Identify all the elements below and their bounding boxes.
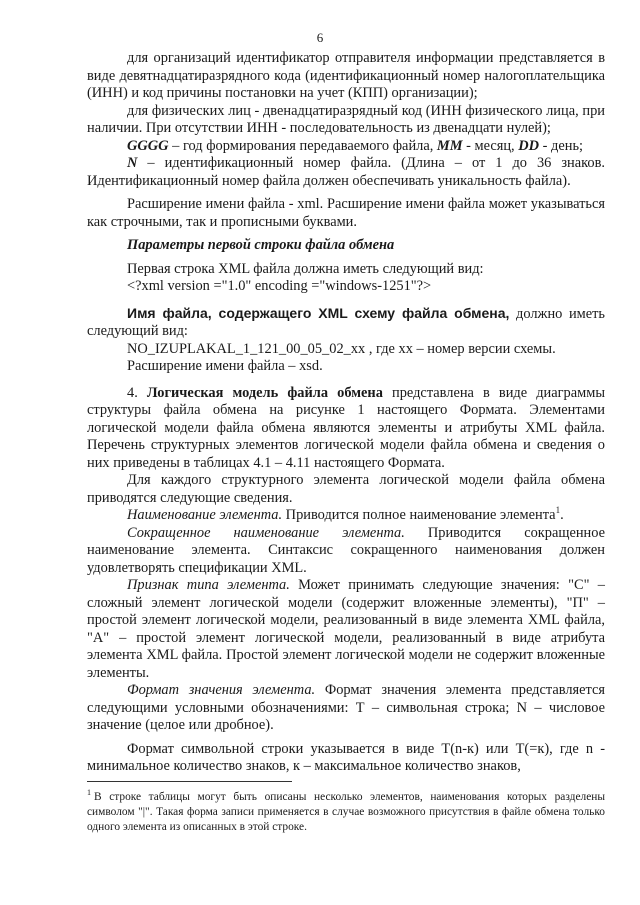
value-format-label: Формат значения элемента. (127, 682, 316, 698)
dd-desc: - день; (539, 137, 584, 154)
paragraph-organizations: для организаций идентификатор отправителя информации представляется в виде девятнадцатиразрядного кода (идентификационный номер налогоплательщика (ИНН) и код причины постановки на учет (КПП) организации); (87, 50, 605, 101)
logical-model-text: представлена в виде диаграммы структуры файла обмена на рисунке 1 настоящего Формата. Элементами логической модели файла обмена являются элементы и атрибуты XML файла. Перечень структурных элементов логической модели файла обмена и сведения о них приведены в таблицах 4.1 – 4.11 настоящего Формата. (87, 384, 605, 471)
document-body (87, 50, 605, 776)
paragraph-element-type (87, 577, 605, 682)
footnote (87, 790, 605, 835)
element-name-end: . (560, 507, 564, 523)
paragraph-xml-declaration: <?xml version ="1.0" encoding ="windows-1251"?> (127, 278, 432, 294)
paragraph-schema-name (87, 305, 605, 341)
footnote-separator (87, 781, 292, 782)
paragraph-logical-model (87, 385, 605, 473)
paragraph-file-id (87, 155, 605, 190)
paragraph-element-info: Для каждого структурного элемента логической модели файла обмена приводятся следующие сведения. (87, 472, 605, 506)
footnote-ref: 1 (555, 505, 561, 516)
paragraph-date-format (87, 138, 605, 156)
paragraph-schema-filename: NO_IZUPLAKAL_1_121_00_05_02_xx , где хх – номер версии схемы. (127, 340, 556, 357)
heading-first-line (87, 237, 605, 255)
short-name-label: Сокращенное наименование элемента. (127, 524, 405, 541)
footnote-text: В строке таблицы могут быть описаны несколько элементов, наименования которых разделены символом "|". Такая форма записи применяется в случае возможного присутствия в файле обмена только одного элемента из описанных в этой строке. (87, 791, 605, 833)
page-number: 6 (316, 30, 324, 45)
paragraph-individuals: для физических лиц - двенадцатиразрядный код (ИНН физического лица, при наличии. При отсутствии ИНН - последовательность из двенадцати нулей); (87, 102, 605, 136)
mm-token: MM (436, 137, 463, 154)
paragraph-value-format (87, 682, 605, 735)
element-name-label: Наименование элемента. (127, 507, 283, 523)
element-name-text: Приводится полное наименование элемента (282, 507, 556, 523)
gggg-token: GGGG (127, 137, 169, 154)
dd-token: DD (518, 137, 540, 154)
n-desc: – идентификационный номер файла. (Длина – от 1 до 36 знаков. Идентификационный номер файла должен обеспечивать уникальность файла). (87, 155, 605, 189)
logical-model-bold: Логическая модель файла обмена (146, 384, 383, 401)
paragraph-short-name (87, 525, 605, 578)
paragraph-extension: Расширение имени файла - xml. Расширение имени файла может указываться как строчными, так и прописными буквами. (87, 196, 605, 230)
schema-name-bold: Имя файла, содержащего XML схему файла обмена, (127, 304, 510, 321)
n-token: N (127, 155, 138, 171)
mm-desc: - месяц, (462, 137, 519, 154)
paragraph-first-line-intro: Первая строка XML файла должна иметь следующий вид: (127, 260, 484, 277)
heading-first-line-text: Параметры первой строки файла обмена (127, 237, 395, 253)
gggg-desc: – год формирования передаваемого файла, (168, 137, 437, 154)
paragraph-xsd-extension: Расширение имени файла – xsd. (127, 358, 323, 374)
paragraph-element-name (87, 507, 605, 525)
value-format-text: Формат значения элемента представляется следующими условными обозначениями: Т – символьная строка; N – числовое значение (целое или дробное). (87, 682, 606, 733)
element-type-label: Признак типа элемента. (127, 577, 290, 593)
element-type-text: Может принимать следующие значения: "С" – сложный элемент логической модели (содержит вложенные элементы), "П" – простой элемент логической модели, реализованный в виде элемента XML файла, "А" – простой элемент логической модели, реализованный в виде атрибута элемента XML файла. Простой элемент логической модели не содержит вложенные элементы. (87, 577, 605, 681)
short-name-text: Приводится сокращенное наименование элемента. Синтаксис сокращенного наименования должен удовлетворять спецификации XML. (87, 524, 605, 576)
section-number: 4. (127, 384, 147, 401)
paragraph-string-format: Формат символьной строки указывается в виде Т(n-к) или Т(=к), где n - минимальное количество знаков, к – максимальное количество знаков, (87, 740, 605, 774)
schema-name-text: должно иметь следующий вид: (87, 305, 605, 339)
footnote-marker: 1 (87, 788, 91, 798)
